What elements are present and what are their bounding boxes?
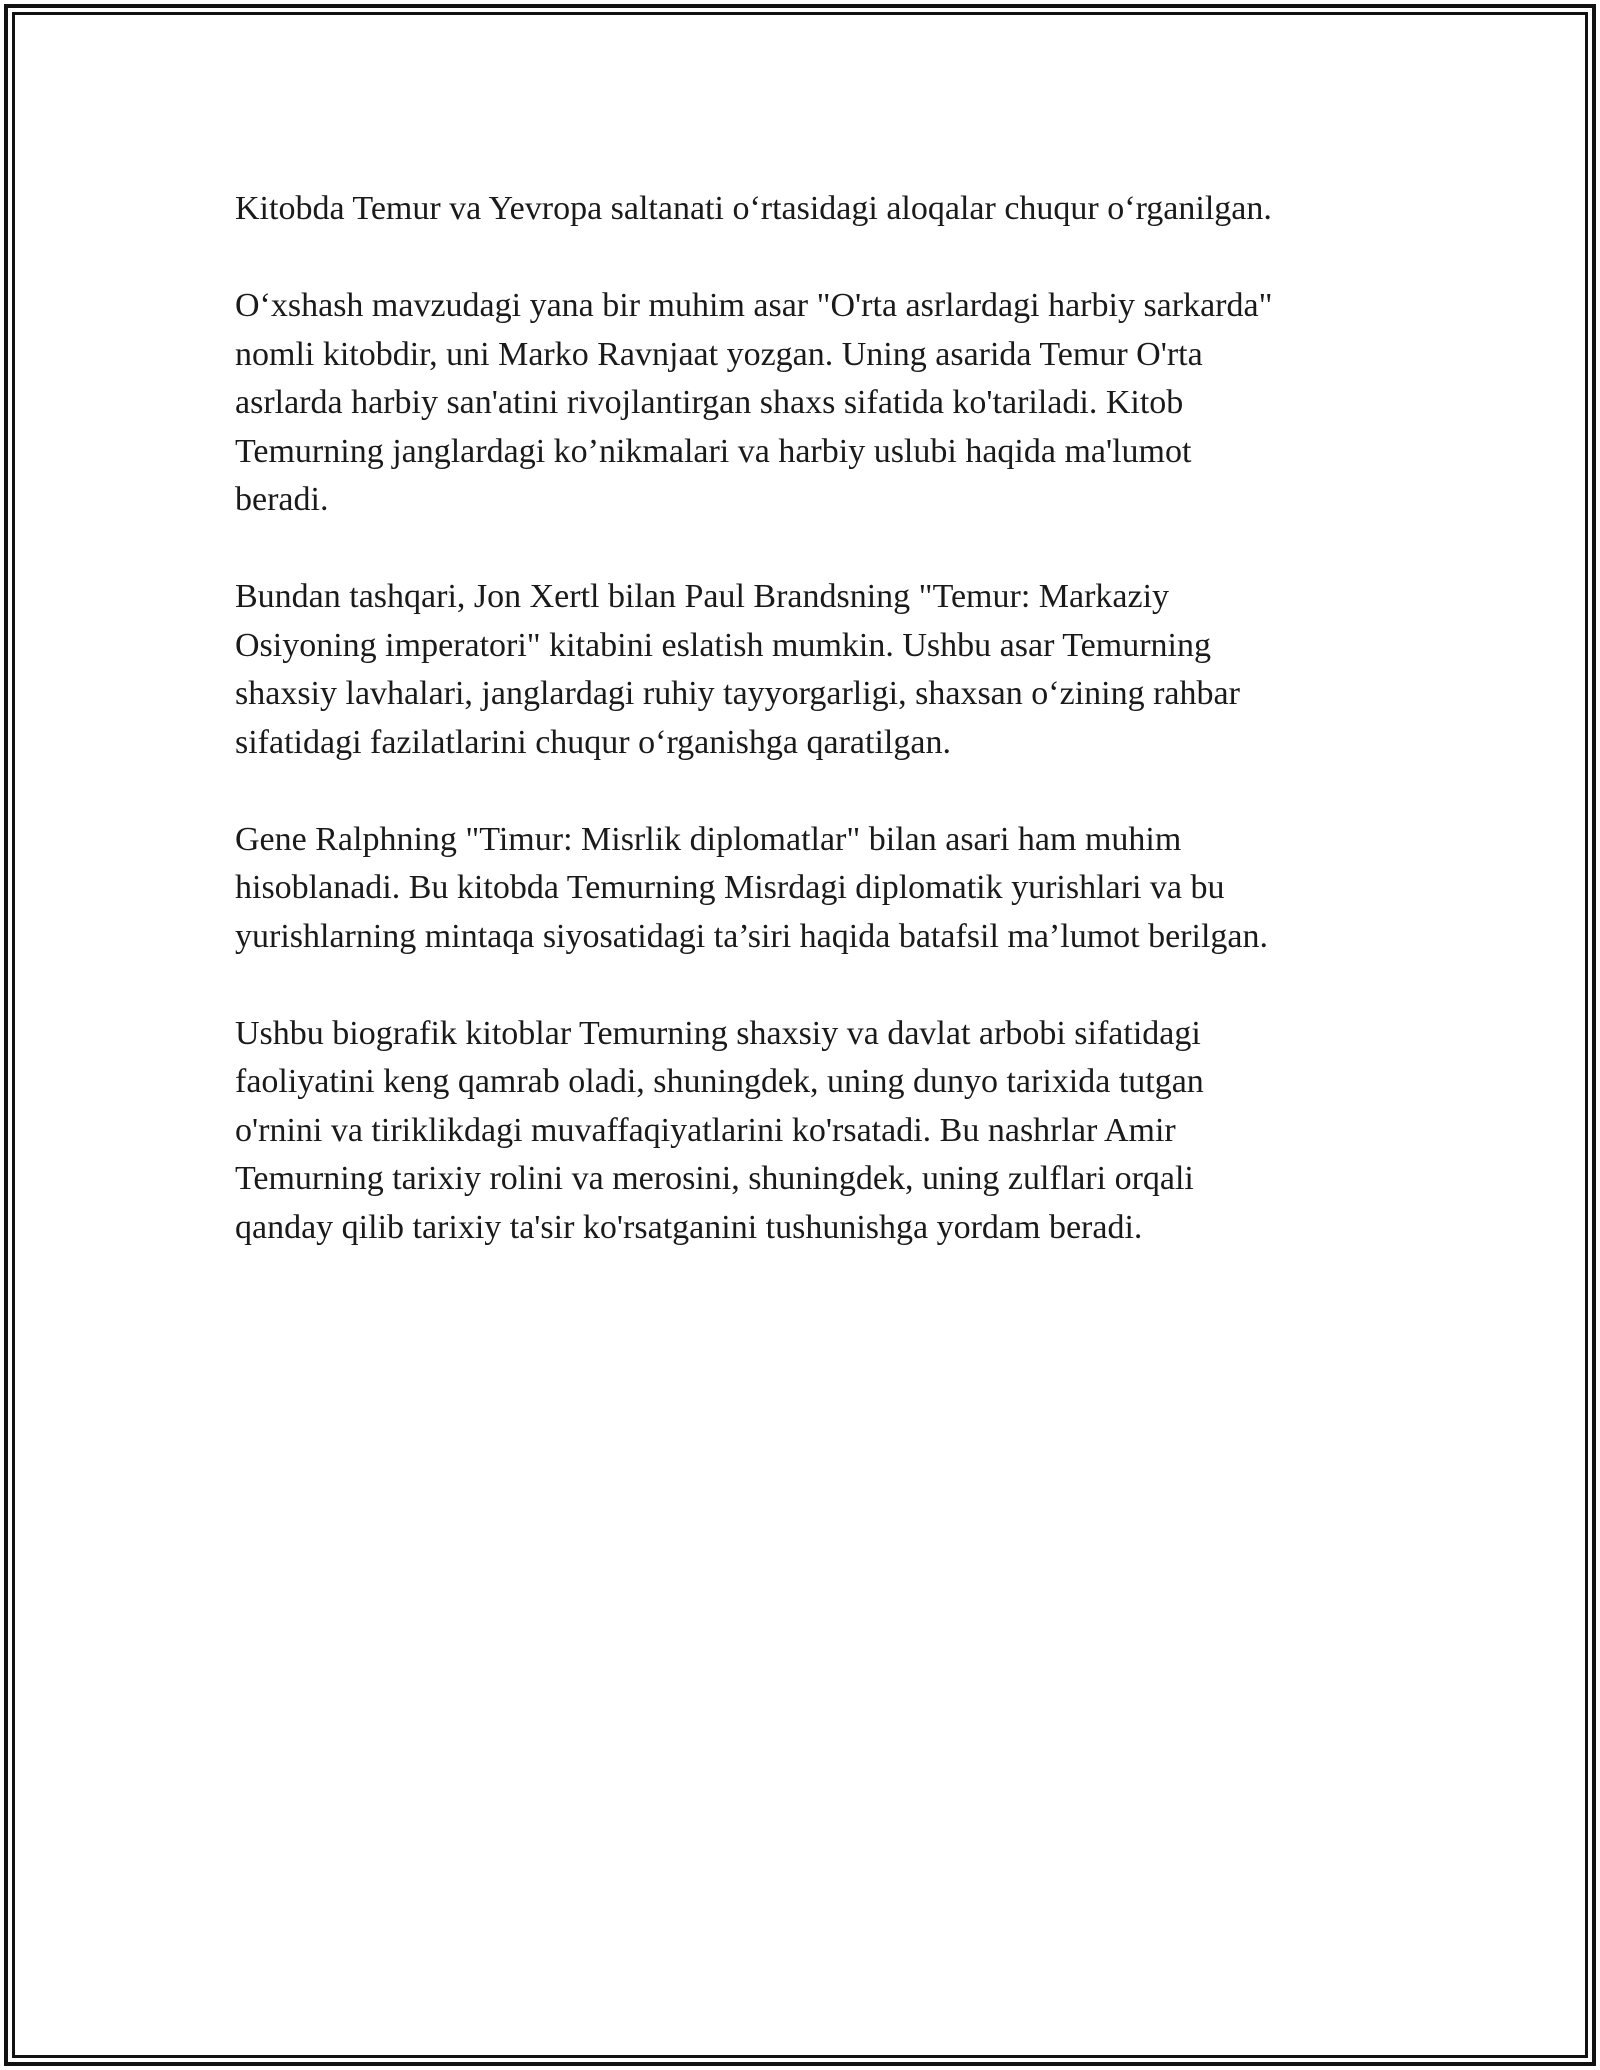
- document-body: [235, 185, 1415, 1301]
- paragraph-5: Ushbu biografik kitoblar Temurning shaxsiy va davlat arbobi sifatidagi faoliyatini keng qamrab oladi, shuningdek, uning dunyo tarixida tutgan o'rnini va tiriklikdagi muvaffaqiyatlarini ko'rsatadi. Bu nashrlar Amir Temurning tarixiy rolini va merosini, shuningdek, uning zulflari orqali qanday qilib tarixiy ta'sir ko'rsatganini tushunishga yordam beradi.: [235, 1014, 1204, 1246]
- paragraph-2: Oʻxshash mavzudagi yana bir muhim asar "O'rta asrlardagi harbiy sarkarda" nomli kitobdir, uni Marko Ravnjaat yozgan. Uning asarida Temur O'rta asrlarda harbiy san'atini rivojlantirgan shaxs sifatida ko'tariladi. Kitob Temurning janglardagi ko’nikmalari va harbiy uslubi haqida ma'lumot beradi.: [235, 287, 1273, 518]
- paragraph-4: Gene Ralphning "Timur: Misrlik diplomatlar" bilan asari ham muhim hisoblanadi. Bu kitobda Temurning Misrdagi diplomatik yurishlari va bu yurishlarning mintaqa siyosatidagi ta’siri haqida batafsil ma’lumot berilgan.: [235, 820, 1268, 955]
- paragraph-1: Kitobda Temur va Yevropa saltanati oʻrtasidagi aloqalar chuqur oʻrganilgan.: [235, 190, 1272, 227]
- paragraph-3: Bundan tashqari, Jon Xertl bilan Paul Brandsning "Temur: Markaziy Osiyoning imperatori" kitabini eslatish mumkin. Ushbu asar Temurning shaxsiy lavhalari, janglardagi ruhiy tayyorgarligi, shaxsan oʻzining rahbar sifatidagi fazilatlarini chuqur oʻrganishga qaratilgan.: [235, 578, 1240, 761]
